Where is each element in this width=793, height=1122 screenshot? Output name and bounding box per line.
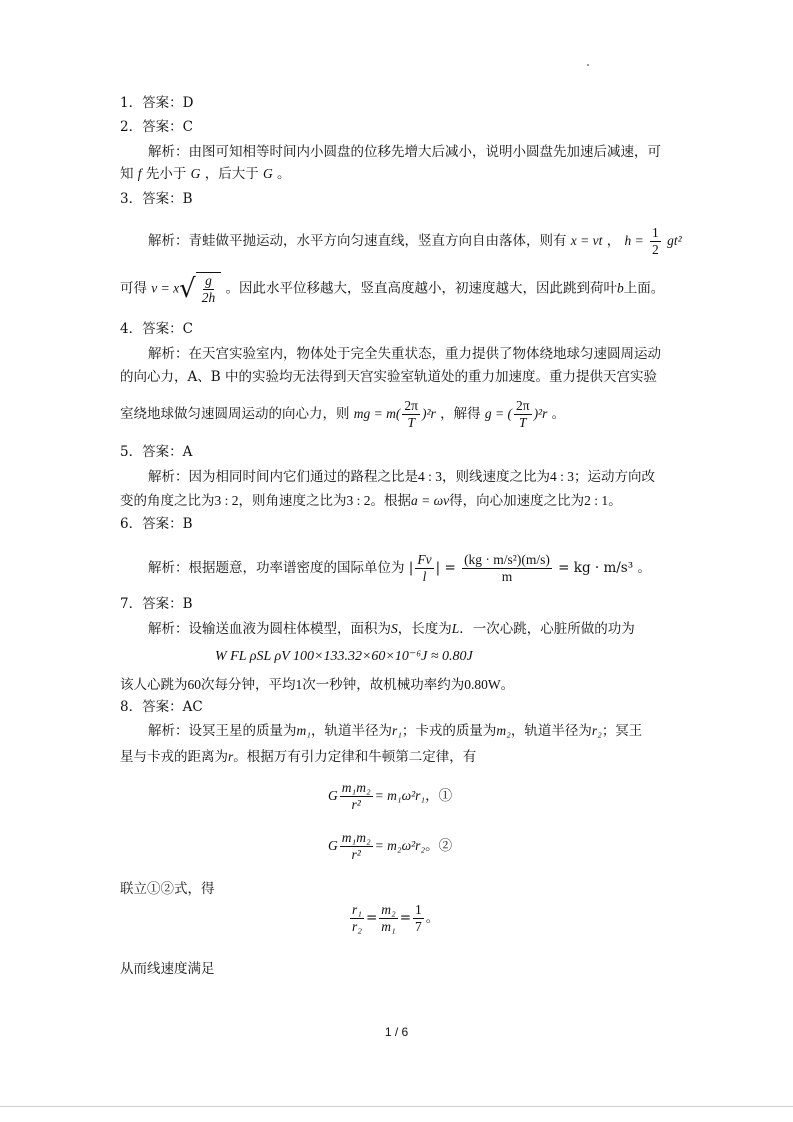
numerator: Fv — [417, 552, 432, 567]
denominator: 7 — [415, 919, 422, 934]
text: 室绕地球做匀速圆周运动的向心力，则 — [120, 406, 350, 422]
numerator: m₂ — [381, 902, 396, 917]
equation-r: )²r — [533, 406, 548, 421]
ratio: 3 : 2 — [346, 493, 371, 508]
var-g: G — [328, 788, 338, 803]
q6-explanation — [148, 552, 651, 585]
denominator: m₁ — [381, 919, 396, 934]
equation-v: v = x — [151, 280, 180, 296]
text: 。 — [277, 166, 291, 182]
q8-answer: 8．答案：AC — [120, 699, 203, 715]
fraction-r1-r2 — [350, 902, 364, 935]
denominator: T — [519, 415, 527, 430]
denominator: T — [407, 415, 415, 430]
equation-x-vt: x = vt — [570, 233, 603, 248]
fraction-m1m2-r2 — [340, 830, 373, 863]
q5-explanation-line2 — [120, 492, 622, 510]
numerator: 2π — [404, 398, 418, 413]
text: ，后大于 — [204, 166, 259, 182]
q4-answer: 4．答案：C — [120, 321, 193, 337]
equation-r: )²r — [421, 406, 436, 421]
number: 60 — [187, 677, 201, 692]
abs-bar: | — [408, 560, 414, 576]
text: 。 — [551, 406, 566, 422]
q3-explanation-line2 — [120, 272, 664, 306]
fraction-1-7 — [413, 902, 424, 935]
var-r1: r₁ — [391, 723, 402, 738]
text: 。② — [425, 838, 453, 854]
text: ；卡戎的质量为 — [401, 723, 497, 739]
ratio: 4 : 3 — [550, 469, 575, 484]
denominator: l — [422, 569, 427, 584]
q7-work-equation: W FL ρSL ρV 100×133.32×60×10⁻⁶J ≈ 0.80J — [215, 649, 473, 664]
text: 知 — [120, 166, 134, 182]
abs-bar: | = — [435, 560, 456, 576]
sqrt-sign: √ — [179, 274, 196, 304]
q8-explanation-line2 — [120, 748, 476, 766]
fraction-2pi-t — [402, 398, 420, 431]
q1-answer: 1．答案：D — [120, 95, 194, 111]
fraction-units — [462, 552, 552, 585]
q3-answer: 3．答案：B — [120, 191, 193, 207]
q4-explanation-line2: 的向心力，A、B 中的实验均无法得到天宫实验室轨道处的重力加速度。重力提供天宫实验 — [120, 369, 657, 385]
text: 解析：因为相同时间内它们通过的路程之比是 — [148, 469, 418, 485]
q2-answer: 2．答案：C — [120, 119, 193, 135]
var-g: G — [328, 838, 338, 853]
fraction-m1m2-r2 — [340, 780, 373, 813]
text: 得，向心加速度之比为 — [449, 493, 585, 509]
text: 变的角度之比为 — [120, 493, 215, 509]
equation-rhs: = m₂ω²r₂ — [374, 838, 426, 853]
text: 解析：设输送血液为圆柱体模型，面积为 — [148, 621, 391, 637]
sqrt-body — [196, 272, 222, 306]
numerator: (kg · m/s²)(m/s) — [464, 552, 550, 567]
var-l: L — [451, 621, 460, 636]
var-r: r — [228, 749, 234, 764]
text: 解析：设冥王星的质量为 — [148, 723, 297, 739]
text: ；运动方向改 — [574, 469, 656, 485]
q8-ratio-equation: $\frac{\text{r₁}}{\text{r₂}}$ = $\frac{\text{m₂}}{\text{m₁}}$ = $\frac{1}{7}$ 。 — [352, 902, 440, 934]
text: ，解得 — [440, 406, 481, 422]
var-m1: m₁ — [296, 723, 311, 738]
text: 。 — [500, 677, 515, 693]
text: ；冥王 — [601, 723, 643, 739]
q7-answer: 7．答案：B — [120, 596, 193, 612]
var-g: G — [263, 166, 273, 181]
q5-explanation-line1 — [148, 468, 655, 486]
q2-explanation-line1: 解析：由图可知相等时间内小圆盘的位移先增大后减小，说明小圆盘先加速后减速，可 — [148, 144, 661, 160]
text: 该人心跳为 — [120, 677, 188, 693]
var-s: S — [391, 621, 398, 636]
fraction-g-2h — [200, 273, 218, 306]
number: 1 — [295, 677, 303, 692]
q8-explanation-line1 — [148, 722, 642, 740]
equation-h: h = — [624, 233, 644, 248]
var-f: f — [137, 166, 142, 181]
page-mark — [587, 64, 589, 66]
equation-gt2: gt² — [667, 233, 682, 248]
text: 次每分钟，平均 — [201, 677, 296, 693]
text: 。根据 — [370, 493, 412, 509]
ratio: 2 : 1 — [584, 493, 609, 508]
numerator: 2π — [515, 398, 530, 413]
q8-equation-1 — [328, 780, 452, 813]
q4-explanation-line1: 解析：在天宫实验室内，物体处于完全失重状态，重力提供了物体绕地球匀速圆周运动 — [148, 346, 661, 362]
power-value: 0.80W — [464, 677, 501, 692]
var-b: b — [617, 280, 624, 296]
text: ，轨道半径为 — [510, 723, 592, 739]
numerator: m₁m₂ — [341, 780, 371, 795]
page-bottom-rule — [0, 1106, 793, 1107]
numerator: m₁m₂ — [341, 830, 371, 845]
q5-answer: 5．答案：A — [120, 444, 193, 460]
text: 解析：青蛙做平抛运动，水平方向匀速直线，竖直方向自由落体，则有 — [148, 233, 567, 249]
text: 先小于 — [145, 166, 187, 182]
var-r2: r₂ — [591, 723, 602, 738]
fraction-fv-l — [415, 552, 433, 585]
text: ，则线速度之比为 — [442, 469, 551, 485]
text: 可得 — [120, 280, 147, 297]
q4-explanation-line3 — [120, 398, 565, 431]
numerator: 1 — [652, 225, 659, 240]
q6-answer: 6．答案：B — [120, 516, 193, 532]
q3-explanation-line1 — [148, 225, 682, 258]
fraction-2pi-t — [514, 398, 532, 431]
text: 。因此水平位移越大，竖直高度越小，初速度越大，因此跳到荷叶 — [225, 280, 618, 297]
text: 解析：根据题意，功率谱密度的国际单位为 — [148, 560, 405, 576]
equation-mg: mg = m( — [353, 406, 401, 421]
text: ，轨道半径为 — [310, 723, 392, 739]
text: ， — [606, 233, 621, 249]
numerator: 1 — [415, 902, 422, 917]
equation-g: g = ( — [484, 406, 512, 421]
text: ，长度为 — [397, 621, 452, 637]
text: 。 — [425, 910, 440, 926]
text: 。 — [608, 493, 622, 509]
denominator: r₂ — [352, 919, 362, 934]
numerator: g — [205, 273, 212, 288]
fraction-half — [650, 225, 661, 258]
numerator: r₁ — [352, 902, 362, 917]
q7-explanation-line1 — [148, 620, 635, 638]
ratio: 3 : 2 — [214, 493, 239, 508]
q8-combine-text: 联立①②式，得 — [120, 881, 215, 897]
text: ，则角速度之比为 — [238, 493, 347, 509]
units-result: = kg · m/s³ — [558, 560, 634, 576]
text: 上面。 — [623, 280, 665, 297]
text: 。根据万有引力定律和牛顿第二定律，有 — [233, 749, 477, 765]
text: 星与卡戎的距离为 — [120, 749, 228, 765]
text: 。 — [637, 560, 651, 576]
q8-equation-2 — [328, 830, 452, 863]
denominator: 2 — [652, 242, 659, 257]
denominator: r² — [351, 847, 361, 862]
q7-explanation-line2 — [120, 676, 514, 694]
var-m2: m₂ — [496, 723, 511, 738]
text: ，① — [425, 788, 453, 804]
var-g: G — [190, 166, 201, 181]
denominator: m — [501, 569, 513, 584]
denominator: 2h — [201, 290, 216, 305]
q2-explanation-line2 — [120, 165, 291, 183]
page-number: 1 / 6 — [384, 1025, 409, 1039]
equation-rhs: = m₁ω²r₁ — [374, 788, 426, 803]
q8-final-text: 从而线速度满足 — [120, 961, 215, 977]
text: 次一秒钟，故机械功率约为 — [302, 677, 465, 693]
fraction-m2-m1 — [379, 902, 397, 935]
text: ．一次心跳，心脏所做的功为 — [459, 621, 635, 637]
denominator: r² — [351, 797, 361, 812]
equation-a-omega-v: a = ωv — [411, 493, 450, 508]
ratio: 4 : 3 — [418, 469, 443, 484]
